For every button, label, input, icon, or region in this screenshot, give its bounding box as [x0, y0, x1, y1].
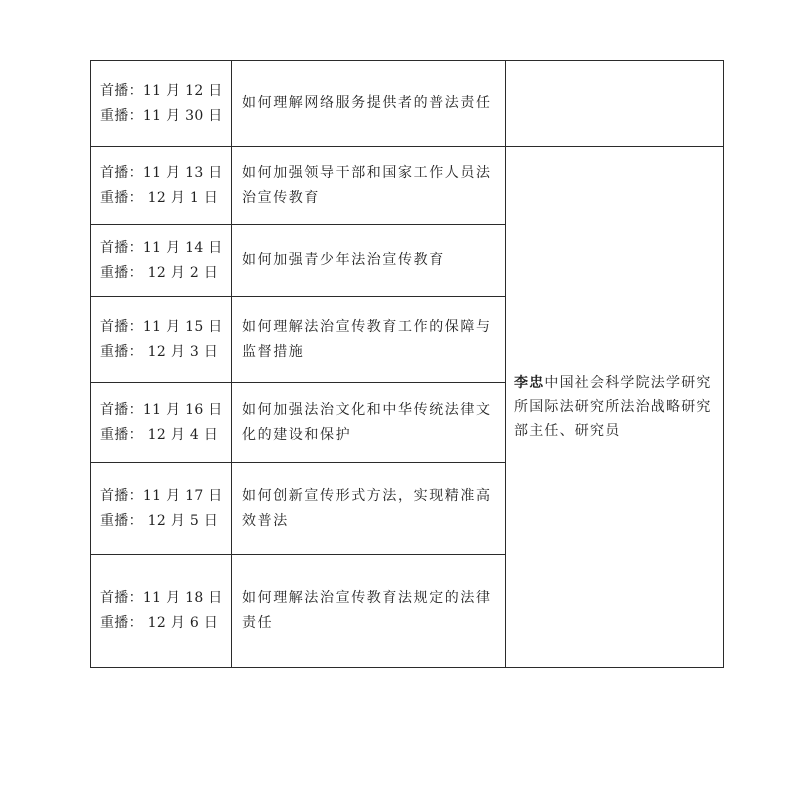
topic-text: 如何理解网络服务提供者的普法责任 [242, 95, 492, 111]
broadcast-date-cell [91, 147, 232, 225]
broadcast-date-cell [91, 61, 232, 147]
topic-cell [232, 555, 506, 668]
rerun-date: 重播： 12 月 6 日 [100, 615, 219, 631]
table-row [91, 147, 724, 225]
rerun-date: 重播： 12 月 3 日 [100, 343, 219, 360]
topic-text: 如何理解法治宣传教育法规定的法律责任 [242, 590, 492, 631]
broadcast-date-cell [91, 225, 232, 297]
empty-speaker-cell [506, 61, 724, 147]
rerun-date: 重播： 12 月 1 日 [100, 189, 219, 206]
premiere-date: 首播：11 月 17 日 [100, 487, 223, 504]
speaker-name: 李忠 [514, 375, 545, 391]
rerun-date: 重播： 12 月 2 日 [100, 264, 219, 281]
broadcast-date-cell [91, 555, 232, 668]
topic-cell [232, 225, 506, 297]
premiere-date: 首播：11 月 14 日 [100, 239, 223, 256]
table-row [91, 61, 724, 147]
schedule-table [90, 60, 724, 668]
topic-cell [232, 61, 506, 147]
premiere-date: 首播：11 月 12 日 [100, 82, 223, 99]
speaker-title: 中国社会科学院法学研究所国际法研究所法治战略研究部主任、研究员 [514, 375, 712, 439]
premiere-date: 首播：11 月 13 日 [100, 164, 223, 181]
rerun-date: 重播：11 月 30 日 [100, 107, 223, 124]
topic-text: 如何加强法治文化和中华传统法律文化的建设和保护 [242, 401, 492, 443]
topic-text: 如何理解法治宣传教育工作的保障与监督措施 [242, 318, 492, 360]
topic-text: 如何加强领导干部和国家工作人员法治宣传教育 [242, 164, 492, 206]
topic-cell [232, 147, 506, 225]
topic-text: 如何创新宣传形式方法，实现精准高效普法 [242, 487, 492, 529]
topic-cell [232, 297, 506, 383]
premiere-date: 首播：11 月 18 日 [100, 590, 223, 606]
rerun-date: 重播： 12 月 5 日 [100, 512, 219, 529]
speaker-cell [506, 147, 724, 668]
premiere-date: 首播：11 月 15 日 [100, 318, 223, 335]
rerun-date: 重播： 12 月 4 日 [100, 426, 219, 443]
topic-cell [232, 383, 506, 463]
broadcast-date-cell [91, 383, 232, 463]
topic-cell [232, 463, 506, 555]
premiere-date: 首播：11 月 16 日 [100, 401, 223, 418]
broadcast-date-cell [91, 463, 232, 555]
broadcast-date-cell [91, 297, 232, 383]
topic-text: 如何加强青少年法治宣传教育 [242, 252, 445, 268]
